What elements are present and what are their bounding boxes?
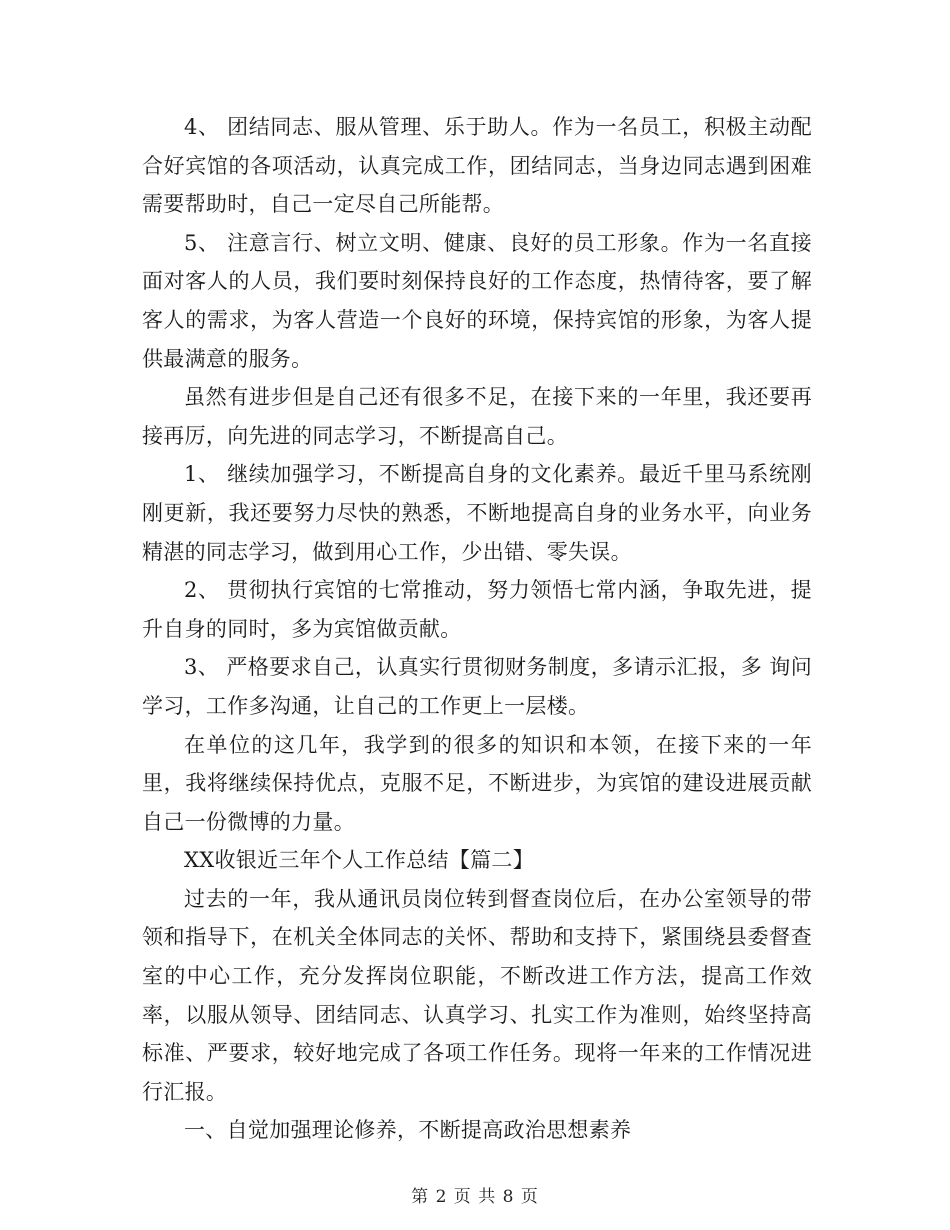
paragraph-closing: 在单位的这几年，我学到的很多的知识和本领，在接下来的一年里，我将继续保持优点，克服不足，不断进步，为宾馆的建设进展贡献自己一份微博的力量。 [142,732,812,834]
paragraph-plan-2-seven-constants: 2、 贯彻执行宾馆的七常推动，努力领悟七常内涵，争取先进，提升自身的同时，多为宾馆做贡献。 [142,578,812,641]
subheading-theory-cultivation: 一、自觉加强理论修养，不断提高政治思想素养 [184,1118,632,1143]
paragraph-plan-1-study: 1、 继续加强学习，不断提高自身的文化素养。最近千里马系统刚刚更新，我还要努力尽快的熟悉，不断地提高自身的业务水平，向业务精湛的同志学习，做到用心工作，少出错、零失误。 [142,462,812,564]
section-heading-part-two: XX收银近三年个人工作总结【篇二】 [184,848,534,873]
paragraph-item-5-conduct: 5、 注意言行、树立文明、健康、良好的员工形象。作为一名直接面对客人的人员，我们要时刻保持良好的工作态度，热情待客，要了解客人的需求，为客人营造一个良好的环境，保持宾馆的形象，为客人提供最满意的服务。 [142,230,812,371]
document-body [142,108,812,1150]
paragraph-item-4-solidarity: 4、 团结同志、服从管理、乐于助人。作为一名员工，积极主动配合好宾馆的各项活动，认真完成工作，团结同志，当身边同志遇到困难需要帮助时，自己一定尽自己所能帮。 [142,115,812,217]
paragraph-shortcomings-intro: 虽然有进步但是自己还有很多不足，在接下来的一年里，我还要再接再厉，向先进的同志学习，不断提高自己。 [142,385,812,448]
paragraph-plan-3-discipline: 3、 严格要求自己，认真实行贯彻财务制度，多请示汇报，多 询问学习，工作多沟通，让自己的工作更上一层楼。 [142,655,812,718]
paragraph-part-two-intro: 过去的一年，我从通讯员岗位转到督查岗位后，在办公室领导的带领和指导下，在机关全体同志的关怀、帮助和支持下，紧围绕县委督查室的中心工作，充分发挥岗位职能，不断改进工作方法，提高工作效率，以服从领导、团结同志、认真学习、扎实工作为准则，始终坚持高标准、严要求，较好地完成了各项工作任务。现将一年来的工作情况进行汇报。 [142,886,812,1104]
page-number-footer: 第 2 页 共 8 页 [411,1187,539,1207]
